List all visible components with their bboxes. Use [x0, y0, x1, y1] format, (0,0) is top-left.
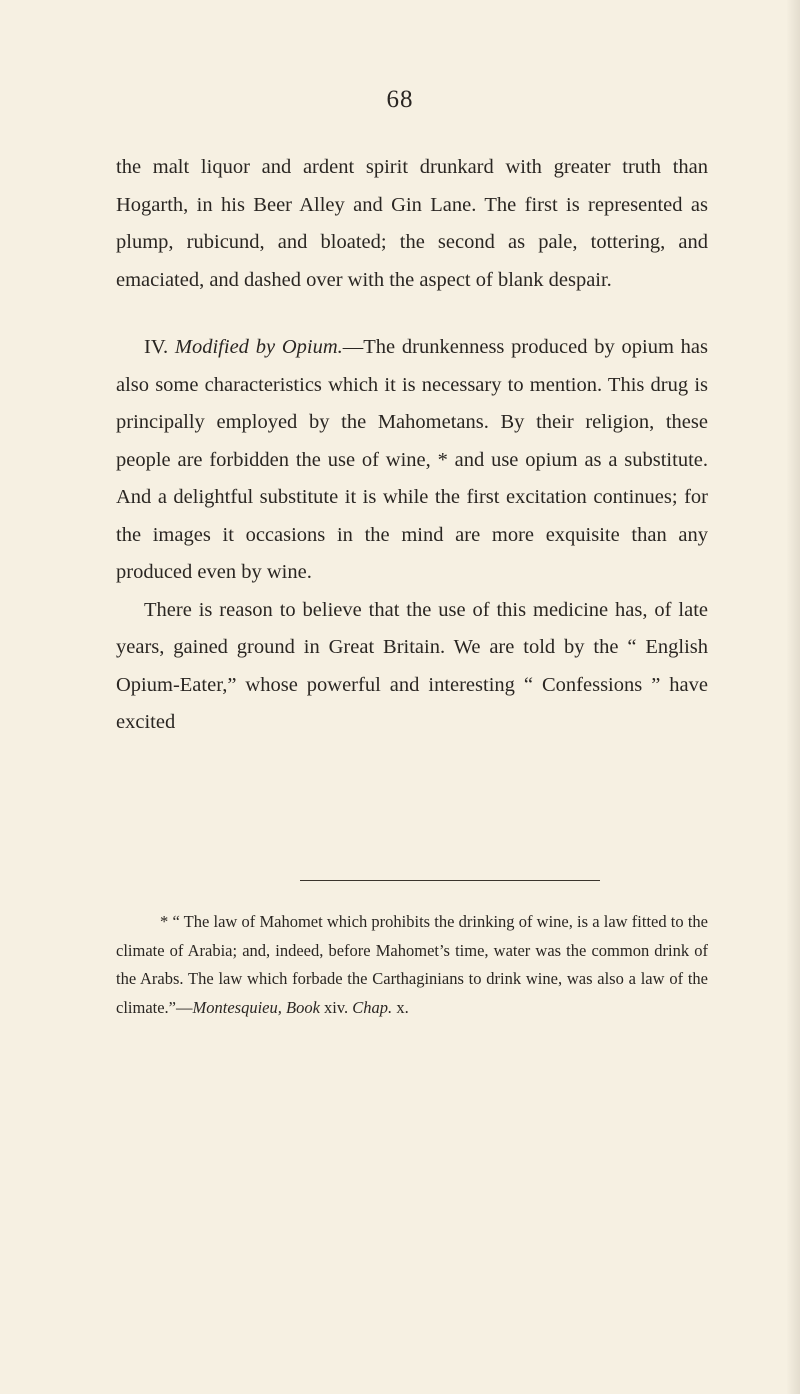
paragraph-2-body: —The drunkenness produced by opium has also some characteristics which it is necessary to mention. This drug is principally employed by the Mahometans. By their religion, these people are forbidden the use of wine, * and use opium as a substitute. And a delightful substitute it is while the first excitation continues; for the images it occasions in the mind are more exquisite than any produced even by wine. — [116, 336, 709, 583]
section-numeral: IV. — [144, 336, 175, 358]
main-text — [116, 149, 708, 742]
footnote-source-chap: Chap. — [352, 997, 393, 1017]
footnote-text: * “ The law of Mahomet which prohibits the drinking of wine, is a law fitted to the climate of Arabia; and, indeed, before Mahomet’s time, water was the common drink of the Arabs. The law which forbade the Carthaginians to drink wine, was also a law of the climate.”— — [116, 912, 708, 1017]
footnote-source-author: Montesquieu, Book — [192, 997, 320, 1017]
section-heading: Modified by Opium. — [174, 336, 343, 358]
page-number: 68 — [386, 86, 414, 113]
paragraph-3: There is reason to believe that the use of this medicine has, of late years, gained ground in Great Britain. We are told by the “ English Opium-Eater,” whose powerful and interesting “ Confessions ” have excited — [116, 598, 708, 733]
paragraph-1: the malt liquor and ardent spirit drunkard with greater truth than Hogarth, in his Beer Alley and Gin Lane. The first is represented as plump, rubicund, and bloated; the second as pale, tottering, and emaciated, and dashed over with the aspect of blank despair. — [116, 156, 708, 291]
footnote-source-book-num: xiv. — [319, 997, 353, 1017]
footnote-rule — [300, 880, 600, 881]
footnote-source-chap-num: x. — [392, 997, 409, 1017]
paragraph-2 — [116, 329, 708, 592]
footnote — [116, 908, 708, 1022]
footnote-paragraph — [116, 908, 708, 1022]
page-edge-shadow — [786, 0, 800, 1394]
